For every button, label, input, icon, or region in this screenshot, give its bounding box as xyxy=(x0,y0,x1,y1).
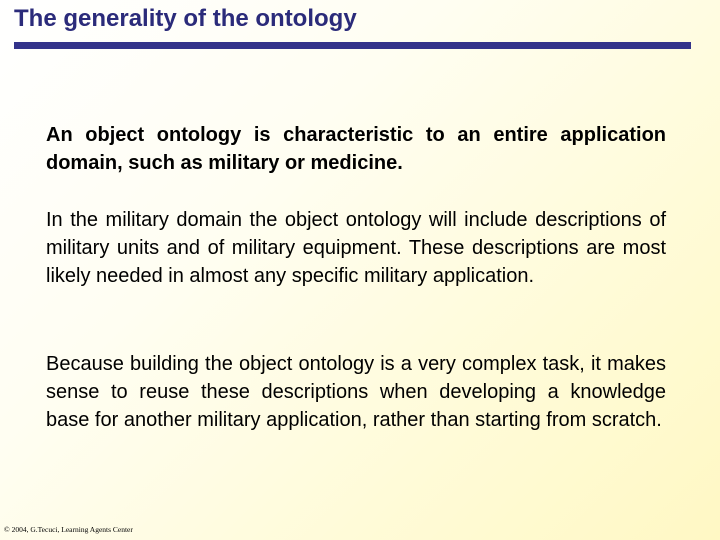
paragraph-military-domain: In the military domain the object ontology will include descriptions of military units and of military equipment. These descriptions are most likely needed in almost any specific military application. xyxy=(46,209,666,287)
copyright-footer: © 2004, G.Tecuci, Learning Agents Center xyxy=(4,525,133,534)
title-underline-rule xyxy=(14,42,691,49)
paragraph-reuse-rationale: Because building the object ontology is a very complex task, it makes sense to reuse these descriptions when developing a knowledge base for another military application, rather than starting from scratch. xyxy=(46,353,666,431)
slide-title: The generality of the ontology xyxy=(14,5,357,32)
paragraph-ontology-definition: An object ontology is characteristic to an entire application domain, such as military or medicine. xyxy=(46,124,666,174)
